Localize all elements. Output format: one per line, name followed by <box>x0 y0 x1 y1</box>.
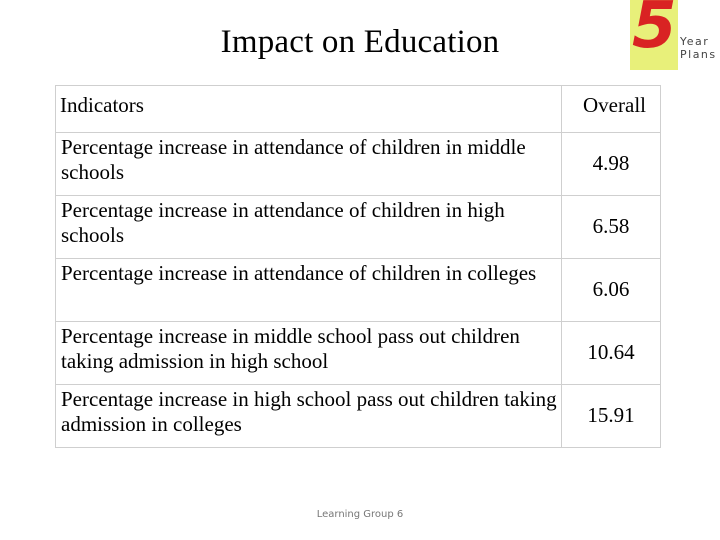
header-indicators: Indicators <box>56 86 562 133</box>
logo-text-year: Year <box>680 35 710 48</box>
table-row <box>56 196 661 259</box>
overall-value-cell: 6.06 <box>562 259 661 322</box>
indicator-cell: Percentage increase in attendance of children in middle schools <box>56 133 562 196</box>
overall-value-cell: 10.64 <box>562 322 661 385</box>
overall-value-cell: 6.58 <box>562 196 661 259</box>
table-header-row <box>56 86 661 133</box>
overall-value-cell: 4.98 <box>562 133 661 196</box>
indicator-cell: Percentage increase in middle school pass out children taking admission in high school <box>56 322 562 385</box>
five-year-plans-logo <box>630 0 720 70</box>
slide-title: Impact on Education <box>220 24 500 60</box>
table-row <box>56 385 661 448</box>
table-row <box>56 259 661 322</box>
slide-footer: Learning Group 6 <box>316 509 404 520</box>
indicator-cell: Percentage increase in attendance of children in colleges <box>56 259 562 322</box>
indicator-cell: Percentage increase in attendance of children in high schools <box>56 196 562 259</box>
header-overall: Overall <box>562 86 661 133</box>
education-impact-table <box>55 85 661 448</box>
indicator-cell: Percentage increase in high school pass out children taking admission in colleges <box>56 385 562 448</box>
logo-text-plans: Plans <box>680 48 717 61</box>
overall-value-cell: 15.91 <box>562 385 661 448</box>
table-row <box>56 133 661 196</box>
table-row <box>56 322 661 385</box>
logo-number: 5 <box>632 0 677 63</box>
